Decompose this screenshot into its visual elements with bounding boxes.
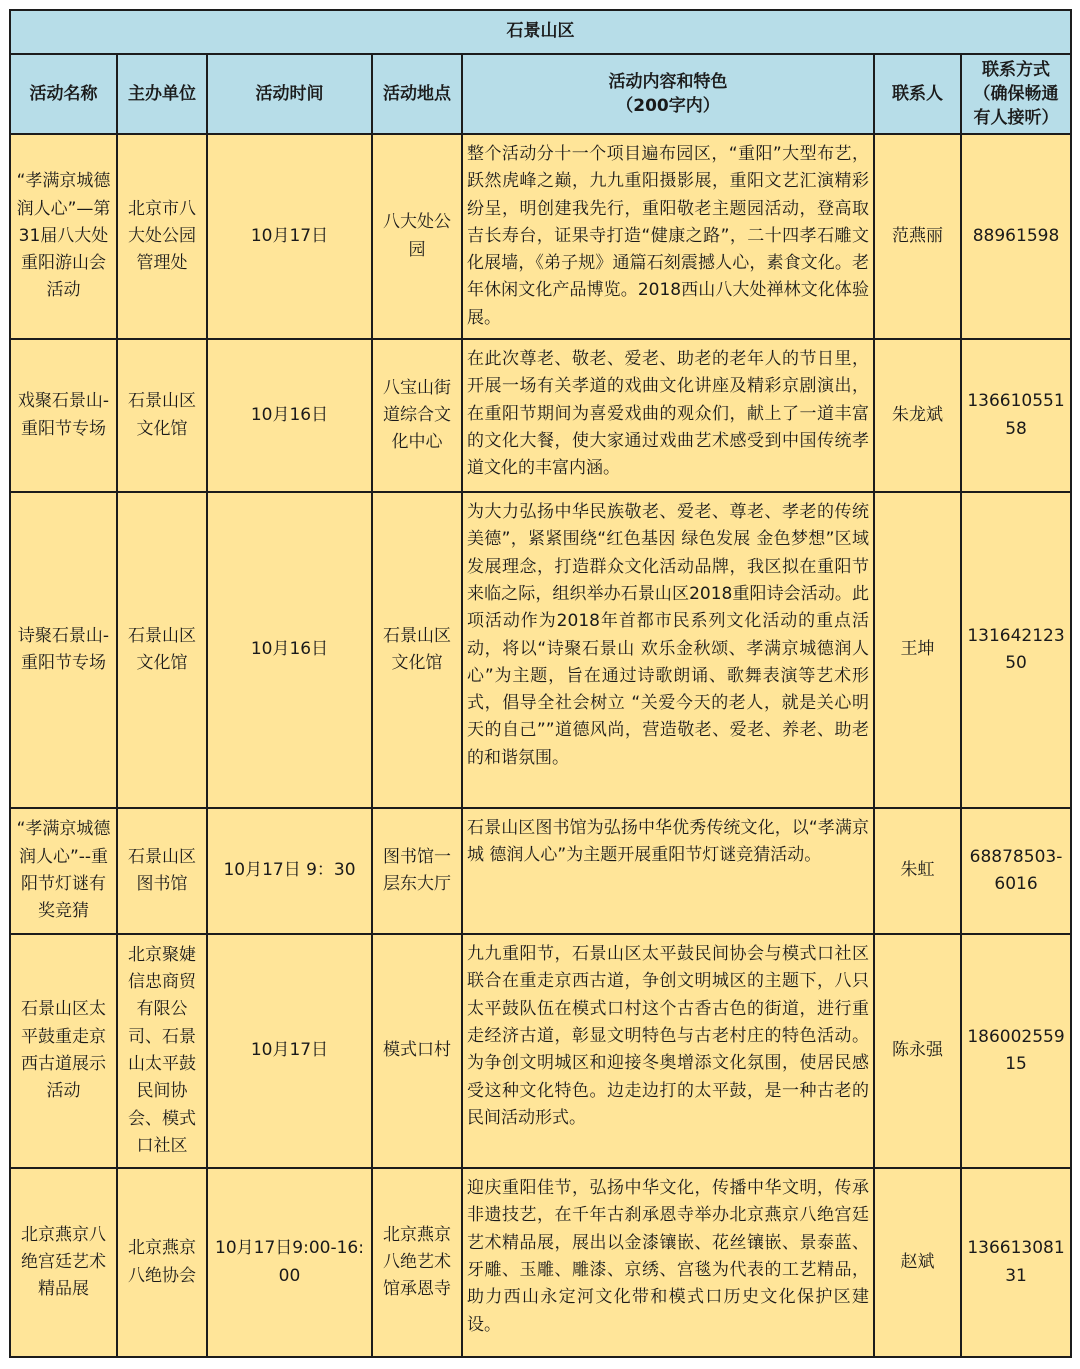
organizer-cell: 北京燕京八绝协会 (117, 1168, 207, 1357)
table-row (10, 492, 1071, 808)
activity-table (9, 9, 1072, 1358)
location-cell: 石景山区文化馆 (372, 492, 462, 808)
activity-name-cell: “孝满京城德润人心”—第31届八大处重阳游山会活动 (10, 134, 117, 339)
table-row (10, 134, 1071, 339)
table-title: 石景山区 (10, 10, 1071, 54)
activity-table-container (9, 9, 1072, 1358)
content-cell: 在此次尊老、敬老、爱老、助老的老年人的节日里，开展一场有关孝道的戏曲文化讲座及精彩京剧演出，在重阳节期间为喜爱戏曲的观众们，献上了一道丰富的文化大餐，使大家通过戏曲艺术感受到中国传统孝道文化的丰富内涵。 (462, 339, 874, 492)
location-cell: 图书馆一层东大厅 (372, 808, 462, 934)
time-cell: 10月17日9:00-16:00 (207, 1168, 372, 1357)
phone-cell: 13164212350 (961, 492, 1071, 808)
table-row (10, 1168, 1071, 1357)
location-cell: 八宝山街道综合文化中心 (372, 339, 462, 492)
header-location: 活动地点 (372, 54, 462, 134)
location-cell: 八大处公园 (372, 134, 462, 339)
location-cell: 模式口村 (372, 934, 462, 1168)
header-content: 活动内容和特色 （200字内） (462, 54, 874, 134)
content-cell: 迎庆重阳佳节，弘扬中华文化，传播中华文明，传承非遗技艺，在千年古刹承恩寺举办北京燕京八绝宫廷艺术精品展，展出以金漆镶嵌、花丝镶嵌、景泰蓝、牙雕、玉雕、雕漆、京绣、宫毯为代表的工艺精品，助力西山永定河文化带和模式口历史文化保护区建设。 (462, 1168, 874, 1357)
contact-cell: 赵斌 (874, 1168, 961, 1357)
phone-cell: 18600255915 (961, 934, 1071, 1168)
activity-name-cell: 北京燕京八绝宫廷艺术精品展 (10, 1168, 117, 1357)
contact-cell: 范燕丽 (874, 134, 961, 339)
activity-name-cell: 石景山区太平鼓重走京西古道展示活动 (10, 934, 117, 1168)
content-cell: 九九重阳节，石景山区太平鼓民间协会与模式口社区联合在重走京西古道，争创文明城区的主题下，八只太平鼓队伍在模式口村这个古香古色的街道，进行重走经济古道，彰显文明特色与古老村庄的特色活动。为争创文明城区和迎接冬奥增添文化氛围，使居民感受这种文化特色。边走边打的太平鼓，是一种古老的民间活动形式。 (462, 934, 874, 1168)
organizer-cell: 石景山区文化馆 (117, 492, 207, 808)
contact-cell: 朱龙斌 (874, 339, 961, 492)
content-cell: 为大力弘扬中华民族敬老、爱老、尊老、孝老的传统美德”，紧紧围绕“红色基因 绿色发展 金色梦想”区域发展理念，打造群众文化活动品牌，我区拟在重阳节来临之际，组织举办石景山区2018重阳诗会活动。此项活动作为2018年首都市民系列文化活动的重点活动，将以“诗聚石景山 欢乐金秋颂、孝满京城德润人心”为主题，旨在通过诗歌朗诵、歌舞表演等艺术形式，倡导全社会树立 “关爱今天的老人，就是关心明天的自己””道德风尚，营造敬老、爱老、养老、助老的和谐氛围。 (462, 492, 874, 808)
header-contact: 联系人 (874, 54, 961, 134)
content-cell: 石景山区图书馆为弘扬中华优秀传统文化，以“孝满京城 德润人心”为主题开展重阳节灯谜竞猜活动。 (462, 808, 874, 934)
activity-name-cell: “孝满京城德润人心”--重阳节灯谜有奖竞猜 (10, 808, 117, 934)
contact-cell: 陈永强 (874, 934, 961, 1168)
table-title-row (10, 10, 1071, 54)
time-cell: 10月17日 9：30 (207, 808, 372, 934)
header-time: 活动时间 (207, 54, 372, 134)
organizer-cell: 北京聚婕信忠商贸有限公司、石景山太平鼓民间协会、模式口社区 (117, 934, 207, 1168)
content-cell: 整个活动分十一个项目遍布园区，“重阳”大型布艺，跃然虎峰之巅，九九重阳摄影展，重阳文艺汇演精彩纷呈，明创建我先行，重阳敬老主题园活动，登高取吉长寿台，证果寺打造“健康之路”，二十四孝石雕文化展墙，《弟子规》通篇石刻震撼人心，素食文化。老年休闲文化产品博览。2018西山八大处禅林文化体验展。 (462, 134, 874, 339)
header-activity-name: 活动名称 (10, 54, 117, 134)
location-cell: 北京燕京八绝艺术馆承恩寺 (372, 1168, 462, 1357)
time-cell: 10月16日 (207, 339, 372, 492)
time-cell: 10月17日 (207, 934, 372, 1168)
header-phone: 联系方式 （确保畅通 有人接听） (961, 54, 1071, 134)
contact-cell: 王坤 (874, 492, 961, 808)
table-row (10, 808, 1071, 934)
organizer-cell: 石景山区文化馆 (117, 339, 207, 492)
phone-cell: 13661055158 (961, 339, 1071, 492)
activity-name-cell: 诗聚石景山-重阳节专场 (10, 492, 117, 808)
activity-name-cell: 戏聚石景山-重阳节专场 (10, 339, 117, 492)
header-organizer: 主办单位 (117, 54, 207, 134)
phone-cell: 88961598 (961, 134, 1071, 339)
table-header-row (10, 54, 1071, 134)
table-row (10, 339, 1071, 492)
time-cell: 10月16日 (207, 492, 372, 808)
table-row (10, 934, 1071, 1168)
contact-cell: 朱虹 (874, 808, 961, 934)
organizer-cell: 北京市八大处公园管理处 (117, 134, 207, 339)
phone-cell: 13661308131 (961, 1168, 1071, 1357)
phone-cell: 68878503-6016 (961, 808, 1071, 934)
organizer-cell: 石景山区图书馆 (117, 808, 207, 934)
time-cell: 10月17日 (207, 134, 372, 339)
